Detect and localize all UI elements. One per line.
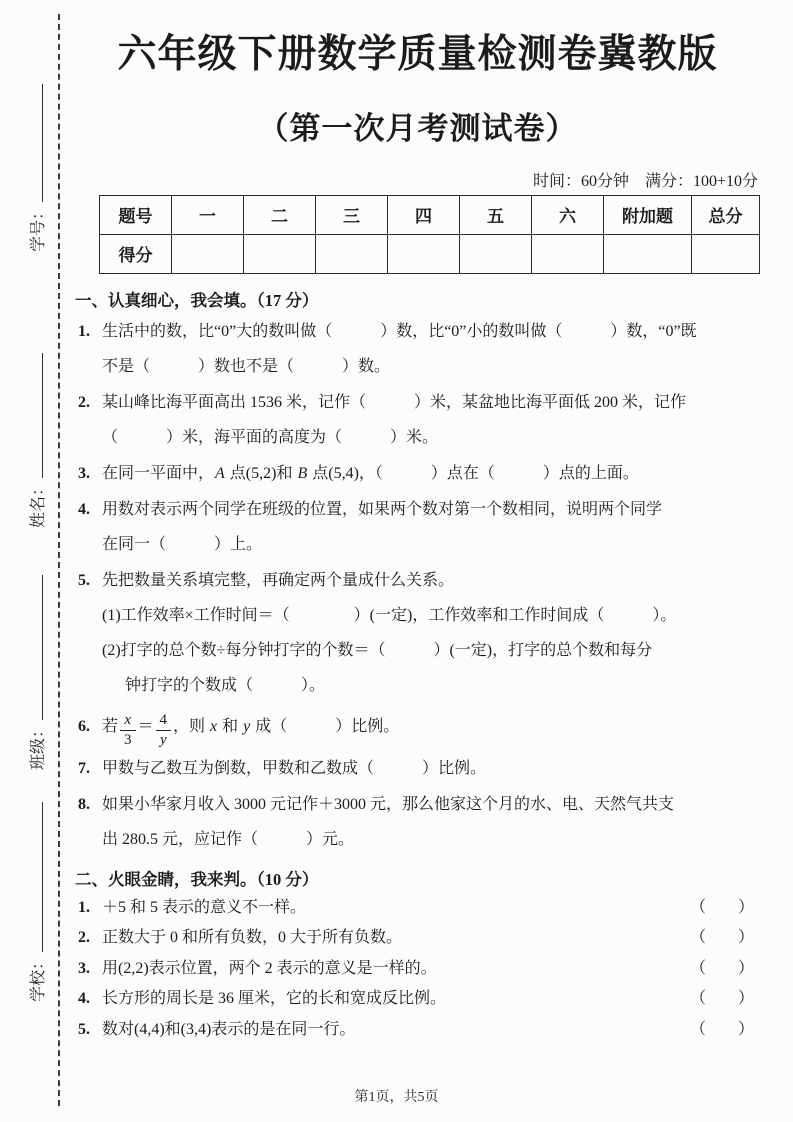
fraction-denominator: 3: [124, 732, 132, 749]
time-and-score-info: 时间：60分钟 满分：100+10分: [532, 172, 758, 190]
question-text: 和: [218, 717, 243, 735]
section-1-heading: 一、认真细心，我会填。（17 分）: [75, 290, 319, 310]
fraction-denominator: y: [159, 732, 167, 749]
question-text: 在同一平面中，: [102, 464, 215, 482]
fraction-numerator: x: [120, 712, 136, 731]
score-table-cell: 题号: [100, 195, 172, 234]
x-variable: x: [210, 717, 218, 735]
fill-question-6: [75, 704, 760, 750]
question-number: 7.: [78, 759, 90, 777]
score-cell-empty: [244, 234, 316, 273]
score-cell-empty: [532, 234, 604, 273]
point-a-variable: A: [215, 464, 225, 482]
fill-question-4: [75, 492, 760, 562]
score-table-header-row: [100, 195, 760, 234]
judge-question-2: [75, 923, 760, 954]
score-table-cell: 附加题: [604, 195, 692, 234]
score-table-cell: 三: [316, 195, 388, 234]
answer-bracket: （ ）: [689, 990, 754, 1008]
score-row-label: 得分: [100, 234, 172, 273]
question-text: ＋5 和 5 表示的意义不一样。: [102, 898, 307, 916]
score-table-cell: 一: [172, 195, 244, 234]
student-id-label: 学号：: [30, 203, 47, 252]
fill-question-1: [75, 314, 760, 384]
student-id-blank-line: [27, 84, 43, 202]
question-number: 2.: [78, 393, 90, 411]
question-number: 3.: [78, 464, 90, 482]
fraction-4-over-y: [156, 712, 172, 748]
score-table-score-row: [100, 234, 760, 273]
question-text: 用(2,2)表示位置，两个 2 表示的意义是一样的。: [102, 959, 437, 977]
question-number: 8.: [78, 795, 90, 813]
score-table-cell: 二: [244, 195, 316, 234]
score-cell-empty: [460, 234, 532, 273]
question-text: 点(5,4)，（ ）点在（ ）点的上面。: [308, 464, 639, 482]
page-subtitle: （第一次月考测试卷）: [257, 110, 578, 146]
question-number: 6.: [78, 717, 90, 735]
class-label: 班级：: [30, 721, 47, 770]
question-text: 点(5,2)和: [225, 464, 297, 482]
sidebar-field-student-id: [27, 84, 51, 252]
score-cell-empty: [172, 234, 244, 273]
question-line: 用数对表示两个同学在班级的位置，如果两个数对第一个数相同，说明两个同学: [102, 500, 663, 518]
question-number: 3.: [78, 959, 90, 977]
question-line: [102, 704, 760, 750]
score-cell-empty: [604, 234, 692, 273]
question-number: 4.: [78, 990, 90, 1008]
answer-bracket: （ ）: [689, 1020, 754, 1038]
equals-sign: ＝: [137, 717, 154, 735]
question-number: 1.: [78, 898, 90, 916]
answer-bracket: （ ）: [689, 959, 754, 977]
fill-question-5: [75, 563, 760, 703]
section-2-questions: [75, 893, 760, 1046]
question-line: 出 280.5 元，应记作（ ）元。: [102, 830, 355, 848]
section-1-questions: [75, 314, 760, 857]
question-text: 长方形的周长是 36 厘米，它的长和宽成反比例。: [102, 990, 447, 1008]
question-line: 在同一（ ）上。: [102, 535, 263, 553]
question-line: 不是（ ）数也不是（ ）数。: [102, 357, 391, 375]
question-text: 正数大于 0 和所有负数，0 大于所有负数。: [102, 929, 403, 947]
name-label: 姓名：: [30, 479, 47, 528]
main-content: [75, 32, 760, 1045]
answer-bracket: （ ）: [689, 929, 754, 947]
page-title: 六年级下册数学质量检测卷冀教版: [117, 33, 718, 76]
question-number: 5.: [78, 571, 90, 589]
question-line: 生活中的数，比“0”大的数叫做（ ）数，比“0”小的数叫做（ ）数，“0”既: [102, 322, 697, 340]
school-blank-line: [27, 802, 43, 952]
question-number: 1.: [78, 322, 90, 340]
score-table-cell: 六: [532, 195, 604, 234]
class-blank-line: [27, 575, 43, 720]
score-cell-empty: [388, 234, 460, 273]
question-text: 若: [102, 717, 119, 735]
question-subitem-1: (1)工作效率×工作时间＝（ ）(一定)，工作效率和工作时间成（ ）。: [102, 606, 677, 624]
section-2-heading: 二、火眼金睛，我来判。（10 分）: [75, 869, 319, 889]
question-line: 如果小华家月收入 3000 元记作＋3000 元，那么他家这个月的水、电、天然气共支: [102, 795, 675, 813]
fraction-x-over-3: [120, 712, 136, 748]
score-table-cell: 总分: [692, 195, 760, 234]
score-cell-empty: [316, 234, 388, 273]
judge-question-1: [75, 893, 760, 924]
question-line: 先把数量关系填完整，再确定两个量成什么关系。: [102, 571, 455, 589]
judge-question-4: [75, 984, 760, 1015]
question-number: 5.: [78, 1020, 90, 1038]
question-text: 成（ ）比例。: [251, 717, 400, 735]
question-line: 甲数与乙数互为倒数，甲数和乙数成（ ）比例。: [102, 759, 487, 777]
judge-question-3: [75, 954, 760, 985]
y-variable: y: [243, 717, 251, 735]
point-b-variable: B: [297, 464, 308, 482]
answer-bracket: （ ）: [689, 898, 754, 916]
sidebar-field-class: [27, 575, 51, 770]
fill-question-7: [75, 751, 760, 786]
fill-question-8: [75, 787, 760, 857]
score-cell-empty: [692, 234, 760, 273]
name-blank-line: [27, 353, 43, 478]
question-text: 数对(4,4)和(3,4)表示的是在同一行。: [102, 1020, 356, 1038]
judge-question-5: [75, 1015, 760, 1046]
fill-question-3: [75, 456, 760, 491]
binding-dashed-line: [58, 14, 60, 1106]
question-subitem-2-line2: 钟打字的个数成（ ）。: [125, 676, 326, 694]
question-text: ，则: [173, 717, 210, 735]
school-label: 学校：: [30, 953, 47, 1002]
sidebar-field-name: [27, 353, 51, 528]
question-number: 2.: [78, 929, 90, 947]
page-number-footer: 第1页，共5页: [354, 1090, 439, 1105]
score-table: [99, 195, 760, 274]
question-subitem-2-line1: (2)打字的总个数÷每分钟打字的个数＝（ ）(一定)，打字的总个数和每分: [102, 641, 653, 659]
fraction-numerator: 4: [156, 712, 172, 731]
score-table-cell: 五: [460, 195, 532, 234]
question-number: 4.: [78, 500, 90, 518]
question-line: [102, 456, 760, 491]
score-table-cell: 四: [388, 195, 460, 234]
question-line: （ ）米，海平面的高度为（ ）米。: [102, 428, 439, 446]
sidebar-field-school: [27, 802, 51, 1002]
fill-question-2: [75, 385, 760, 455]
question-line: 某山峰比海平面高出 1536 米，记作（ ）米，某盆地比海平面低 200 米，记作: [102, 393, 687, 411]
